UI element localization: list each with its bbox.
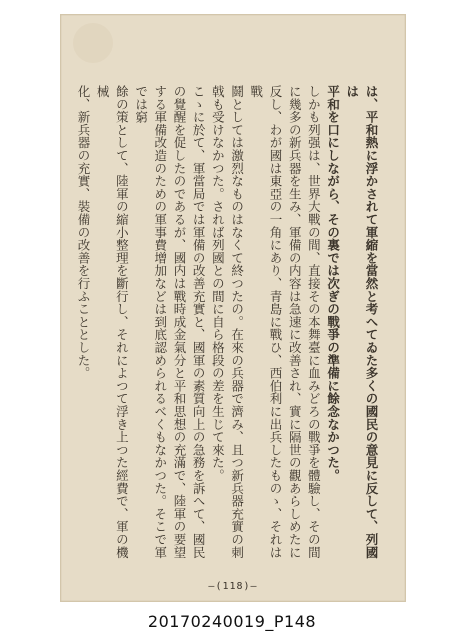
text-column: に幾多の新兵器を生み、軍備の内容は急速に改善され、實に隔世の觀あらしめたに bbox=[287, 85, 303, 559]
text-column: 化、新兵器の充實、裝備の改善を行ふこととした。 bbox=[75, 85, 91, 380]
text-column: しかも列强は、世界大戰の間、直接その本舞臺に血みどろの戰爭を體驗し、その間 bbox=[306, 85, 322, 559]
text-column: 平和を口にしながら、その裏では次ぎの戰爭の準備に餘念なかつた。 bbox=[325, 85, 341, 482]
vertical-text-block bbox=[75, 85, 381, 560]
text-column: 反し、わが國は東亞の一角にあり、青島に戰ひ、西伯利に出兵したものゝ、それは戰 bbox=[248, 85, 283, 559]
text-column: 戟も受けなかつた。されば列國との間に自ら格段の差を生じて來た。 bbox=[210, 85, 226, 482]
page-number: —(118)— bbox=[208, 581, 258, 592]
image-caption: 20170240019_P148 bbox=[147, 612, 317, 631]
document-page bbox=[60, 14, 406, 602]
text-column: 鬪としては激烈なものはなくて終つたの。在來の兵器で濟み、且つ新兵器充實の刺 bbox=[229, 85, 245, 559]
text-column: は、平和熱に浮かされて軍縮を當然と考へてゐた多くの國民の意見に反して、列國は bbox=[344, 85, 379, 559]
paper-stain bbox=[73, 23, 113, 63]
text-column: の覺醒を促したのであるが、國内は戰時成金氣分と平和思想の充滿で、陸軍の要望 bbox=[171, 85, 187, 559]
text-column: 餘の策として、陸軍の縮小整理を斷行し、それによつて浮き上つた經費で、軍の機械 bbox=[95, 85, 130, 559]
text-column: こゝに於て、軍當局では軍備の改善充實と、國軍の素質向上の急務を訴へて、國民 bbox=[191, 85, 207, 559]
text-column: する軍備改造のための軍事費增加などは到底認められるべくもなかつた。そこで軍では窮 bbox=[133, 85, 168, 559]
